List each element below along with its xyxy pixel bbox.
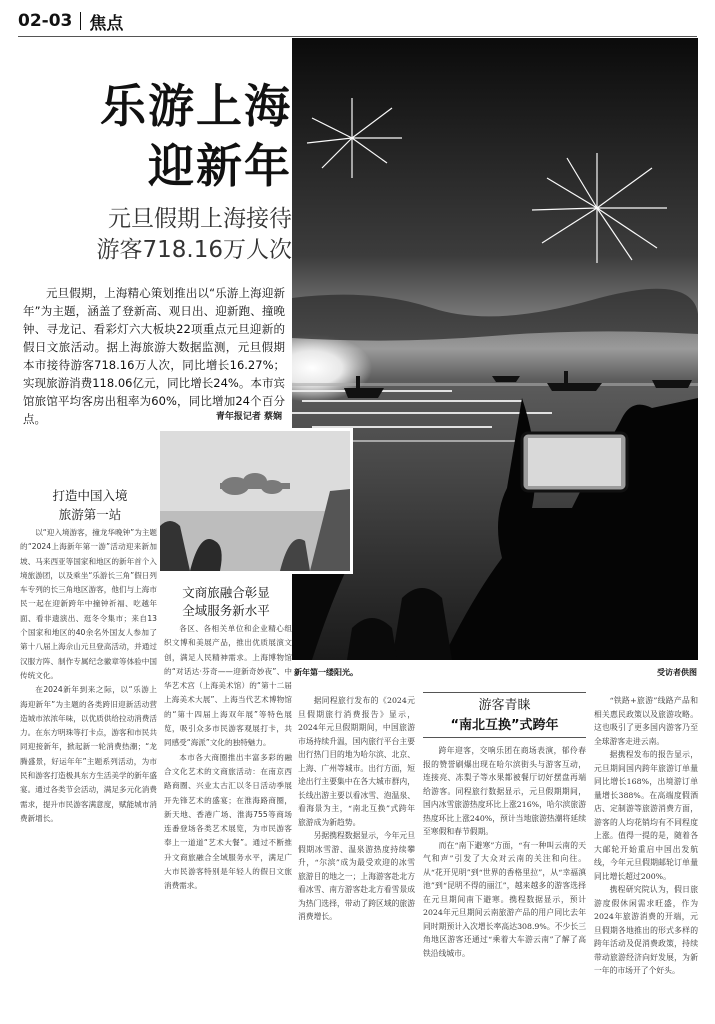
trend-paragraph: 携程研究院认为，假日旅游度假休闲需求旺盛，作为2024年旅游消费的开端，元旦假期各地推出的形式多样的跨年活动及促消费政策，持续带动旅游经济向好发展，为新一年的市场开了个好头。 <box>594 885 698 975</box>
sidebar-paragraph: 以“迎入境游客，撞龙华晚钟”为主题的“2024上海新年第一游”活动迎来新加坡、马来西亚等国家和地区的新年首个入境旅游团，以及乘坐“乐游长三角”假日列车专列的长三角地区游客，他们与上海市民一起在迎新跨年中撞钟祈福、吃越年面、看非遗演出、逛冬令集市；来自13个国家和地区的40余名外国友人参加了第十八届上海佘山元旦登高活动，并通过汉服方阵、制作专属纪念徽章等体验中国传统文化。 <box>20 528 157 680</box>
subheadline <box>20 204 292 266</box>
byline: 青年报记者 蔡娴 <box>215 412 282 422</box>
trend-paragraph: “铁路+旅游”线路产品和相关惠民政策以及旅游攻略。这也吸引了更多国内游客乃至全球游客走进云南。 <box>594 696 698 746</box>
main-photo-caption: 新年第一缕阳光。 <box>294 668 358 677</box>
culture-headline <box>166 584 286 620</box>
culture-paragraph: 各区、各相关单位和企业精心组织文博和美展产品，推出优质展演文创，满足人民精神需求。上海博物馆的“对话达·芬奇——迎新奇妙夜”、中华艺术宫（上海美术馆）的“第十二届上海美术大展”、上海当代艺术博物馆的“第十四届上海双年展”等特色展览，吸引众多市民游客观展打卡，共同感受“海派”文化的独特魅力。 <box>164 624 292 748</box>
sidebar-headline-line-1: 打造中国入境 <box>52 488 128 503</box>
culture-paragraph: 本市各大商圈推出丰富多彩的融合文化艺术的文商旅活动：在南京西路商圈、兴业太古汇以冬日活动季展开先锋艺术的盛宴；在淮海路商圈，新天地、香港广场、淮海755等商场连番登场各类艺术展览，为市民游客奉上一道道“艺术大餐”。通过不断推升文商旅融合全域服务水平，满足广大市民游客特别是年轻人的假日文旅消费需求。 <box>164 752 292 891</box>
trend-paragraph: 据同程旅行发布的《2024元旦假期旅行消费报告》显示，2024年元旦假期期间，中国旅游市场持续升温，国内旅行平台主要出行热门目的地为哈尔滨、北京、上海、广州等城市。出行方面，短途出行主要集中在各大城市群内，长线出游主要以看冰雪、泡温泉、看海景为主，“南北互换”式跨年旅游成为新趋势。 <box>298 696 415 827</box>
inset-photo-illustration <box>160 431 350 571</box>
sidebar-body <box>20 526 157 826</box>
subheadline-line-2: 游客718.16万人次 <box>96 237 292 263</box>
trend-paragraph: 另据携程数据显示，今年元旦假期冰雪游、温泉游热度持续攀升，“尔滨”成为最受欢迎的冰雪旅游目的地之一；上海游客赴北方看冰雪、南方游客赴北方看雪景成为热门选择，带动了跨区域的旅游消费增长。 <box>298 831 415 921</box>
trend-headline-box <box>423 692 586 738</box>
sidebar-paragraph: 在2024新年到来之际，以“乐游上海迎新年”为主题的各类跨旧迎新活动营造城市浓浓年味，以优质供给拉动消费活力。在东方明珠等打卡点，游客和市民共同迎接新年，掀起新一轮消费热潮；“龙腾盛景，好运年年”主题系列活动，为市民和游客打造极具东方生活美学的新年盛宴。通过各类节会活动，满足多元化消费需求，提升市民游客满意度，赋能城市消费新增长。 <box>20 685 157 823</box>
trend-headline-line-1: 游客青睐 <box>478 698 531 713</box>
main-photo-credit: 受访者供图 <box>657 668 697 677</box>
main-headline <box>30 76 292 196</box>
subheadline-line-1: 元旦假期上海接待 <box>108 206 292 232</box>
trend-paragraph: 而在“南下避寒”方面，“有一种叫云南的天气和声”引发了大众对云南的关注和向往。从“花开见明”到“世界的香格里拉”，从“幸福滇池”到“昆明不得的丽江”，越来越多的游客选择在元旦期间南下避寒。携程数据显示，预计2024年元旦期间云南旅游产品的用户同比去年同时期预计入次增长率高达308.9%。不少长三角地区游客还通过“乘着大车游云南”了解了高铁沿线城市。 <box>423 840 586 958</box>
culture-body <box>164 622 292 894</box>
inset-photo-balloons <box>157 428 353 574</box>
header-divider <box>80 12 81 30</box>
trend-paragraph: 据携程发布的报告显示，元旦期间国内跨年旅游订单量同比增长168%，出境游订单量增长388%。在高端度假酒店、定制游等旅游消费方面，游客的人均花销均有不同程度上涨。值得一提的是，随着各大邮轮开始重启中国出发航线，今年元旦假期邮轮订单量同比增长超过200%。 <box>594 750 698 881</box>
lead-paragraph: 元旦假期，上海精心策划推出以“乐游上海迎新年”为主题，涵盖了登新高、观日出、迎新跑、撞晚钟、寻龙记、看彩灯六大板块22项重点元旦迎新的假日文旅活动。据上海旅游大数据监测，元旦假期本市接待游客718.16万人次，同比增长16.27%；实现旅游消费118.06亿元，同比增长24%。本市宾馆旅馆平均客房出租率为60%，同比增加24个百分点。 <box>23 286 285 426</box>
trend-column-b <box>423 744 586 960</box>
trend-headline-line-2: “南北互换”式跨年 <box>450 718 559 733</box>
trend-column-a <box>298 694 415 924</box>
culture-headline-line-2: 全域服务新水平 <box>182 603 270 618</box>
trend-column-c <box>594 694 698 978</box>
main-headline-line-2: 迎新年 <box>148 139 292 193</box>
trend-paragraph: 跨年迎客，交响乐团在商场表演，郁伶春报的赞誉刷爆出现在哈尔滨街头与游客互动，连接亮、冻梨子等水果都被餐厅切好摆盘再端给游客。同程旅行数据显示，元旦假期期间，国内冰雪旅游热度环比上涨216%，哈尔滨旅游热度环比上涨240%，预计当地旅游热潮将延续至寒假和春节假期。 <box>423 746 586 836</box>
page-header <box>18 8 123 34</box>
header-rule <box>18 36 697 37</box>
culture-headline-line-1: 文商旅融合彰显 <box>182 585 270 600</box>
page-number: 02-03 <box>18 11 73 31</box>
sidebar-headline-line-2: 旅游第一站 <box>58 507 122 522</box>
section-label: 焦点 <box>89 13 124 34</box>
main-headline-line-1: 乐游上海 <box>100 79 292 133</box>
sidebar-headline <box>20 486 160 524</box>
